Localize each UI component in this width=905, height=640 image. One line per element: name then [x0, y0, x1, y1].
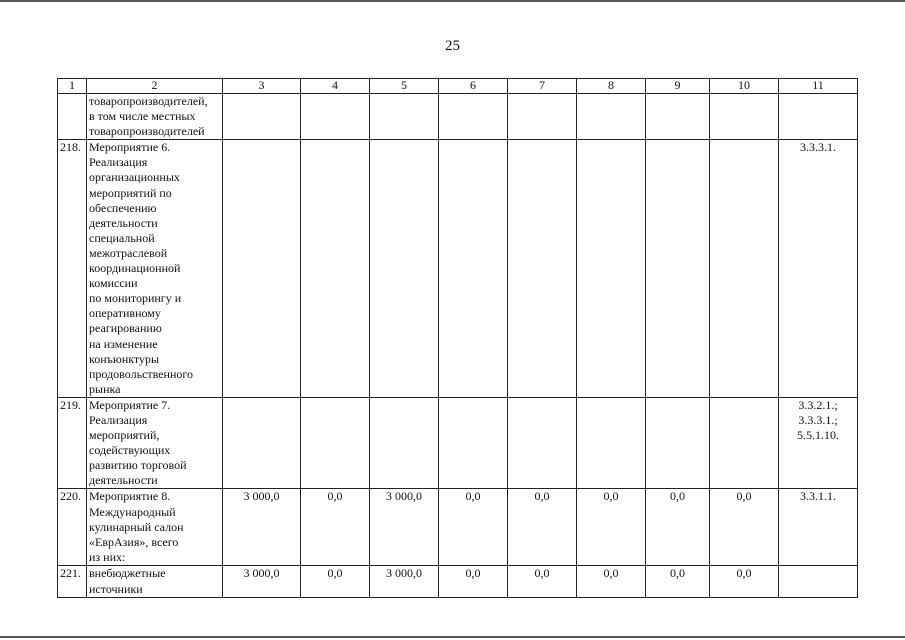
value-cell — [223, 94, 301, 140]
table-header-row — [58, 79, 858, 94]
value-cell — [439, 94, 508, 140]
description-line: товаропроизводителей, — [89, 94, 208, 108]
row-number: 218. — [58, 140, 87, 398]
value-cell — [577, 140, 646, 398]
description-line: комиссии — [89, 276, 138, 291]
value-cell: 3 000,0 — [223, 566, 301, 597]
row-number: 219. — [58, 397, 87, 489]
description-line: внебюджетные — [89, 566, 166, 581]
value-cell — [646, 397, 710, 489]
value-cell: 0,0 — [301, 566, 370, 597]
page-number: 25 — [445, 38, 460, 54]
description-line: мероприятий, — [89, 428, 160, 443]
reference-cell — [779, 94, 858, 140]
column-header: 9 — [646, 79, 710, 94]
description-line: мероприятий по — [89, 185, 172, 200]
reference-line: 3.3.2.1.; — [798, 397, 838, 412]
description-line: специальной — [89, 230, 155, 245]
value-cell — [508, 94, 577, 140]
reference-cell — [779, 566, 858, 597]
reference-line: 3.3.3.1.; — [798, 412, 838, 427]
reference-line: 5.5.1.10. — [797, 428, 839, 443]
reference-line: 3.3.3.1. — [800, 140, 836, 155]
value-cell: 0,0 — [577, 566, 646, 597]
value-cell — [370, 397, 439, 489]
value-cell: 0,0 — [301, 489, 370, 566]
row-description — [87, 489, 223, 566]
description-line: содействующих — [89, 443, 171, 458]
description-line: рынка — [89, 381, 121, 396]
column-header: 10 — [710, 79, 779, 94]
description-line: развитию торговой — [89, 458, 187, 473]
description-line: оперативному — [89, 306, 161, 321]
description-line: Мероприятие 6. — [89, 140, 171, 155]
description-line: Мероприятие 7. — [89, 397, 171, 412]
column-header: 8 — [577, 79, 646, 94]
description-line: из них: — [89, 549, 126, 564]
column-header: 3 — [223, 79, 301, 94]
value-cell: 3 000,0 — [370, 489, 439, 566]
row-description — [87, 140, 223, 398]
table-row — [58, 140, 858, 398]
scan-edge-bottom — [0, 636, 905, 638]
description-line: Реализация — [89, 155, 148, 170]
description-line: межотраслевой — [89, 245, 168, 260]
description-line: конъюнктуры — [89, 351, 160, 366]
value-cell — [223, 397, 301, 489]
value-cell — [710, 397, 779, 489]
value-cell: 3 000,0 — [370, 566, 439, 597]
row-description — [87, 566, 223, 597]
value-cell — [577, 397, 646, 489]
value-cell — [710, 140, 779, 398]
value-cell — [710, 94, 779, 140]
column-header: 7 — [508, 79, 577, 94]
reference-cell — [779, 140, 858, 398]
value-cell — [577, 94, 646, 140]
description-line: товаропроизводителей — [89, 124, 205, 139]
value-cell: 0,0 — [710, 489, 779, 566]
description-line: координационной — [89, 261, 181, 276]
description-line: Международный — [89, 504, 176, 519]
value-cell — [301, 94, 370, 140]
column-header: 5 — [370, 79, 439, 94]
value-cell — [508, 140, 577, 398]
value-cell — [439, 140, 508, 398]
description-line: деятельности — [89, 215, 158, 230]
description-line: Реализация — [89, 412, 148, 427]
scan-edge-top — [0, 0, 905, 2]
value-cell: 0,0 — [646, 489, 710, 566]
reference-cell — [779, 489, 858, 566]
value-cell — [439, 397, 508, 489]
value-cell: 0,0 — [710, 566, 779, 597]
description-line: кулинарный салон — [89, 519, 184, 534]
row-number: 221. — [58, 566, 87, 597]
row-number: 220. — [58, 489, 87, 566]
description-line: реагированию — [89, 321, 162, 336]
description-line: на изменение — [89, 336, 158, 351]
reference-line: 3.3.1.1. — [800, 489, 836, 504]
description-line: по мониторингу и — [89, 291, 182, 306]
value-cell — [301, 397, 370, 489]
column-header: 4 — [301, 79, 370, 94]
table-row — [58, 566, 858, 597]
row-description — [87, 94, 223, 140]
value-cell — [370, 140, 439, 398]
value-cell: 0,0 — [439, 489, 508, 566]
description-line: источники — [89, 581, 143, 596]
value-cell — [223, 140, 301, 398]
value-cell: 0,0 — [508, 566, 577, 597]
table-row — [58, 94, 858, 140]
value-cell: 3 000,0 — [223, 489, 301, 566]
value-cell: 0,0 — [439, 566, 508, 597]
description-line: Мероприятие 8. — [89, 489, 171, 504]
column-header: 2 — [87, 79, 223, 94]
value-cell — [646, 140, 710, 398]
value-cell: 0,0 — [577, 489, 646, 566]
description-line: деятельности — [89, 473, 158, 488]
value-cell — [646, 94, 710, 140]
value-cell — [301, 140, 370, 398]
data-table — [57, 78, 858, 598]
column-header: 1 — [58, 79, 87, 94]
table-row — [58, 489, 858, 566]
value-cell — [370, 94, 439, 140]
row-number — [58, 94, 87, 140]
row-description — [87, 397, 223, 489]
description-line: обеспечению — [89, 200, 157, 215]
value-cell: 0,0 — [646, 566, 710, 597]
description-line: «ЕврАзия», всего — [89, 534, 179, 549]
description-line: продовольственного — [89, 366, 194, 381]
column-header: 6 — [439, 79, 508, 94]
column-header: 11 — [779, 79, 858, 94]
description-line: организационных — [89, 170, 180, 185]
description-line: в том числе местных — [89, 109, 196, 124]
value-cell: 0,0 — [508, 489, 577, 566]
value-cell — [508, 397, 577, 489]
table-row — [58, 397, 858, 489]
reference-cell — [779, 397, 858, 489]
